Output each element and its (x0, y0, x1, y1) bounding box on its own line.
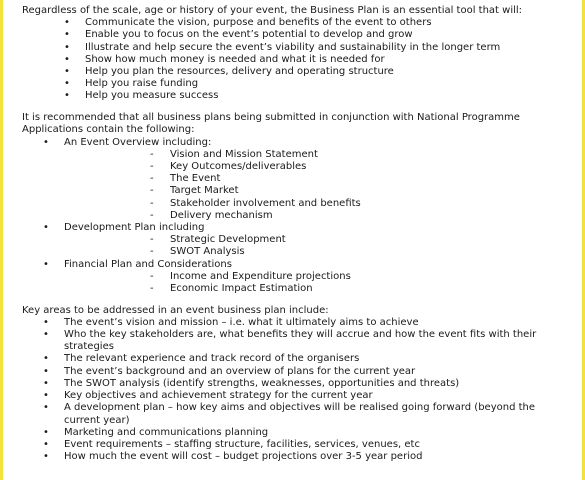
list-item-text: Enable you to focus on the event’s potential to develop and grow (85, 29, 413, 41)
document-body (22, 5, 570, 463)
bullet-marker: • (43, 136, 49, 148)
sub-item-text: Target Market (170, 185, 239, 197)
sub-item (64, 185, 570, 197)
dash-marker: - (150, 246, 154, 258)
section-item-financial-plan (22, 259, 570, 296)
list-item-text: Who the key stakeholders are, what benefits they will accrue and how the event fits with their strategies (64, 329, 537, 353)
sub-item (64, 283, 570, 295)
dash-marker: - (150, 234, 154, 246)
list-item (22, 42, 570, 54)
sub-item-text: Stakeholder involvement and benefits (170, 197, 361, 209)
section-item-event-overview (22, 137, 570, 222)
key-areas-paragraph: Key areas to be addressed in an event business plan include: (22, 304, 329, 316)
bullet-marker: • (43, 438, 49, 450)
sub-item (64, 161, 570, 173)
list-item-text: The event’s background and an overview of plans for the current year (64, 365, 416, 377)
sub-list (64, 149, 570, 222)
bullet-marker: • (43, 451, 49, 463)
sub-item (64, 234, 570, 246)
list-item (22, 451, 570, 463)
list-item (22, 366, 570, 378)
bullet-marker: • (43, 426, 49, 438)
list-item-text: Communicate the vision, purpose and benefits of the event to others (85, 17, 432, 29)
dash-marker: - (150, 160, 154, 172)
list-item (22, 439, 570, 451)
bullet-marker: • (43, 329, 49, 341)
list-item-text: Event requirements – staffing structure, facilities, services, venues, etc (64, 438, 420, 450)
bullet-marker: • (43, 377, 49, 389)
list-item (22, 78, 570, 90)
plan-sections-list (22, 137, 570, 296)
bullet-marker: • (64, 17, 70, 29)
sub-item-text: SWOT Analysis (170, 246, 245, 258)
list-item-text: The relevant experience and track record of the organisers (64, 353, 360, 365)
sub-item-text: Key Outcomes/deliverables (170, 160, 307, 172)
list-item-text: Marketing and communications planning (64, 426, 269, 438)
dash-marker: - (150, 173, 154, 185)
intro-bullet-list (22, 17, 570, 102)
list-item (22, 54, 570, 66)
list-item-text: Help you plan the resources, delivery and operating structure (85, 66, 394, 78)
dash-marker: - (150, 197, 154, 209)
bullet-marker: • (64, 66, 70, 78)
list-item (22, 378, 570, 390)
bullet-marker: • (64, 53, 70, 65)
sub-item (64, 246, 570, 258)
list-item-text: A development plan – how key aims and objectives will be realised going forward (beyond the current year) (64, 402, 536, 426)
bullet-marker: • (43, 365, 49, 377)
list-item (22, 17, 570, 29)
list-item (22, 329, 570, 353)
section-label: Financial Plan and Considerations (64, 258, 232, 270)
bullet-marker: • (43, 402, 49, 414)
dash-marker: - (150, 270, 154, 282)
sub-item (64, 210, 570, 222)
dash-marker: - (150, 148, 154, 160)
bullet-marker: • (43, 221, 49, 233)
dash-marker: - (150, 209, 154, 221)
list-item (22, 390, 570, 402)
list-item-text: Help you measure success (85, 90, 219, 102)
sub-item (64, 271, 570, 283)
list-item-text: Help you raise funding (85, 78, 199, 90)
sub-item-text: Strategic Development (170, 234, 286, 246)
sub-list (64, 234, 570, 258)
dash-marker: - (150, 282, 154, 294)
bullet-marker: • (64, 41, 70, 53)
list-item-text: Key objectives and achievement strategy for the current year (64, 390, 373, 402)
section-item-development-plan (22, 222, 570, 259)
sub-item (64, 149, 570, 161)
sub-item (64, 198, 570, 210)
bullet-marker: • (43, 390, 49, 402)
sub-item-text: Delivery mechanism (170, 209, 273, 221)
sub-item (64, 173, 570, 185)
bullet-marker: • (43, 316, 49, 328)
sub-item-text: Economic Impact Estimation (170, 282, 313, 294)
list-item (22, 427, 570, 439)
key-areas-list (22, 317, 570, 463)
list-item-text: The event’s vision and mission – i.e. what it ultimately aims to achieve (64, 316, 419, 328)
bullet-marker: • (43, 258, 49, 270)
list-item (22, 90, 570, 102)
list-item-text: Show how much money is needed and what it is needed for (85, 53, 385, 65)
sub-item-text: Vision and Mission Statement (170, 148, 318, 160)
list-item (22, 66, 570, 78)
list-item (22, 29, 570, 41)
list-item (22, 317, 570, 329)
sub-item-text: The Event (170, 173, 221, 185)
bullet-marker: • (64, 90, 70, 102)
sub-item-text: Income and Expenditure projections (170, 270, 351, 282)
intro-paragraph: Regardless of the scale, age or history of your event, the Business Plan is an essential tool that will: (22, 5, 523, 16)
list-item-text: How much the event will cost – budget projections over 3-5 year period (64, 451, 423, 463)
recommendation-paragraph: It is recommended that all business plans being submitted in conjunction with National Programme Applications contain the following: (22, 112, 520, 136)
list-item-text: The SWOT analysis (identify strengths, weaknesses, opportunities and threats) (64, 377, 460, 389)
section-label: An Event Overview including: (64, 136, 212, 148)
bullet-marker: • (64, 78, 70, 90)
left-border (0, 0, 3, 480)
bullet-marker: • (43, 353, 49, 365)
list-item-text: Illustrate and help secure the event’s viability and sustainability in the longer term (85, 41, 501, 53)
section-label: Development Plan including (64, 221, 205, 233)
list-item (22, 402, 570, 426)
dash-marker: - (150, 185, 154, 197)
list-item (22, 353, 570, 365)
sub-list (64, 271, 570, 295)
bullet-marker: • (64, 29, 70, 41)
